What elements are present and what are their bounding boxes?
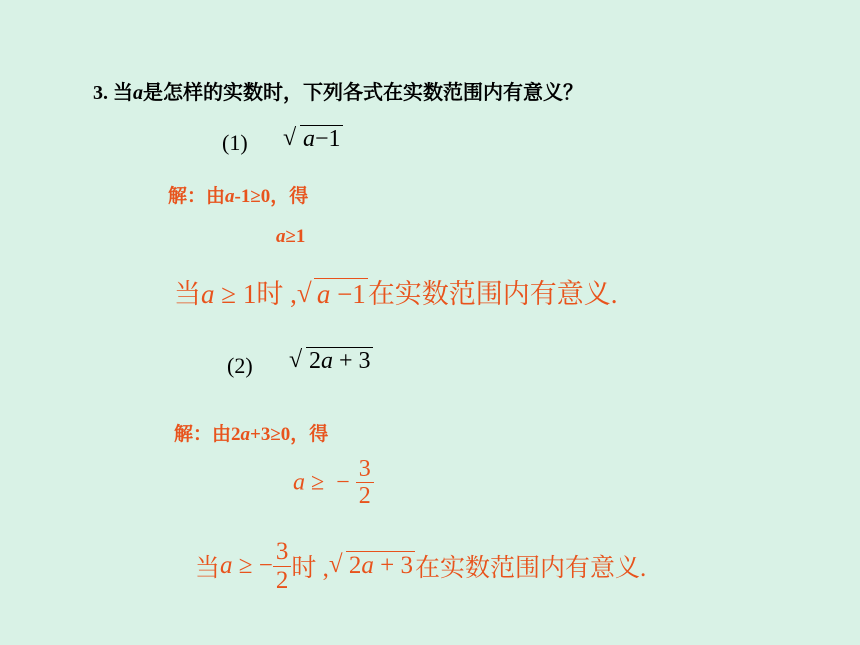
part2-conclusion xyxy=(195,538,646,594)
part2-solution-line xyxy=(174,419,328,446)
part2-result-var: a xyxy=(293,469,305,496)
part2-conclusion-rad-num: 2 xyxy=(348,552,362,580)
part2-result-frac-den: 2 xyxy=(358,483,371,510)
part2-solution-prefix: 解：由 xyxy=(174,424,232,445)
part2-expr-rest: + 3 xyxy=(333,348,371,374)
part2-sqrt xyxy=(289,347,373,376)
part2-solution-num: 2 xyxy=(231,424,241,445)
question-number: 3. xyxy=(93,82,108,104)
part1-solution-line xyxy=(168,181,308,208)
part1-expr-var: a xyxy=(303,126,315,152)
part1-conclusion-rad-rest: −1 xyxy=(330,279,366,309)
part2-result-ineq: ≥ − xyxy=(311,469,350,496)
part2-solution-cond: +3≥0，得 xyxy=(250,424,329,445)
part1-solution-prefix: 解：由 xyxy=(168,186,226,207)
sqrt-symbol-icon: √ xyxy=(283,125,297,151)
part1-result xyxy=(276,226,305,248)
question-text xyxy=(93,76,583,105)
part1-label: (1) xyxy=(222,130,248,155)
part2-conclusion-frac-num: 3 xyxy=(273,538,292,567)
part1-expr-rest: −1 xyxy=(315,126,341,152)
sqrt-symbol-icon: √ xyxy=(289,347,303,373)
part2-conclusion-rad-var: a xyxy=(361,552,374,580)
part2-result-fraction xyxy=(356,456,374,510)
part2-result xyxy=(293,456,374,510)
part2-conclusion-frac-den: 2 xyxy=(275,566,289,594)
part2-conclusion-mid: 时 , xyxy=(291,555,329,582)
part2-conclusion-rad-rest: + 3 xyxy=(373,552,413,580)
part2-label: (2) xyxy=(227,353,253,378)
part2-conclusion-ineq: ≥ − xyxy=(232,552,273,579)
part1-conclusion-tail: 在实数范围内有意义. xyxy=(367,279,618,309)
part1-conclusion-when: 当 xyxy=(174,279,201,309)
part1-radical xyxy=(283,125,343,154)
question-prefix: 当 xyxy=(113,82,133,104)
part2-expr-num: 2 xyxy=(309,348,321,374)
part1-sqrt xyxy=(283,125,343,154)
part1-solution-var: a xyxy=(225,186,235,207)
sqrt-symbol-icon: √ xyxy=(296,278,312,308)
sqrt-symbol-icon: √ xyxy=(328,551,343,579)
part1-result-var: a xyxy=(276,226,286,247)
part1-solution-cond: -1≥0，得 xyxy=(234,186,309,207)
part2-expr-var: a xyxy=(321,348,333,374)
part2-radical xyxy=(289,347,373,376)
part2-conclusion-fraction xyxy=(273,538,292,594)
part2-conclusion-sqrt xyxy=(329,551,415,581)
part2-conclusion-var: a xyxy=(220,552,233,579)
part2-result-frac-num: 3 xyxy=(356,456,374,483)
part1-conclusion-rad-var: a xyxy=(316,279,331,309)
question-var: a xyxy=(133,82,143,104)
part2-solution-var: a xyxy=(240,424,251,445)
part1-result-rest: ≥1 xyxy=(285,226,306,247)
part1-conclusion-ineq: ≥ 1时 , xyxy=(214,279,297,309)
question-body: 是怎样的实数时，下列各式在实数范围内有意义？ xyxy=(143,82,583,104)
part2-conclusion-tail: 在实数范围内有意义. xyxy=(414,555,647,582)
part1-conclusion-var: a xyxy=(201,279,215,309)
part2-conclusion-when: 当 xyxy=(195,555,221,582)
part1-conclusion-sqrt xyxy=(297,278,368,310)
part1-conclusion xyxy=(174,272,618,311)
